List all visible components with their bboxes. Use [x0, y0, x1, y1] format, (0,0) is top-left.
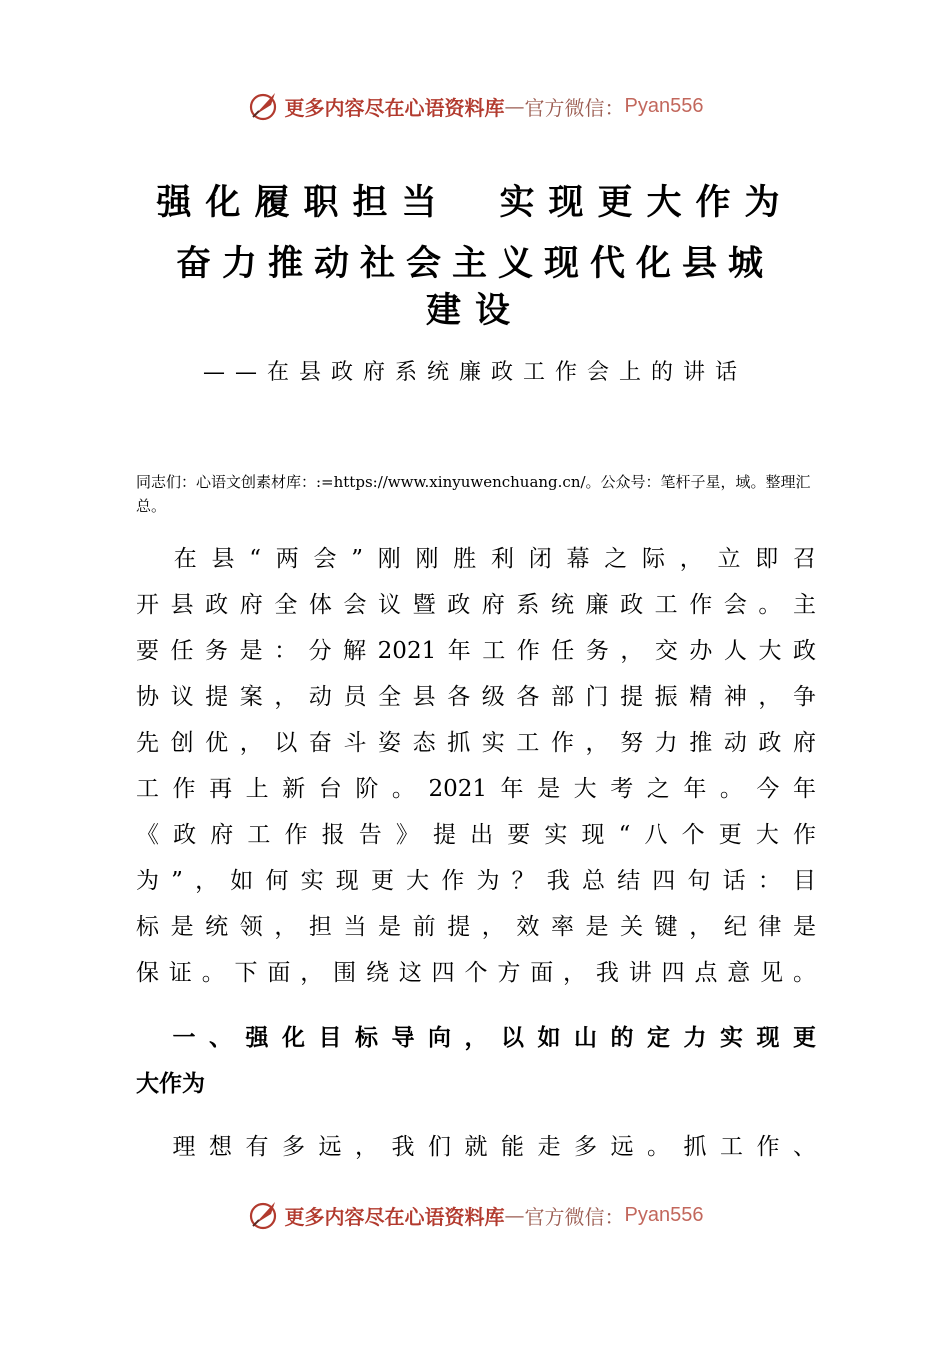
paragraph-line: 《政府工作报告》提出要实现“八个更大作: [136, 822, 816, 848]
quill-logo-icon: [247, 1198, 281, 1232]
paragraph-line: 工作再上新台阶。2021年是大考之年。今年: [136, 776, 816, 802]
banner-wechat-id: Pyan556: [624, 94, 704, 117]
paragraph-line: 在县“两会”刚刚胜利闭幕之际，立即召: [136, 546, 816, 572]
paragraph-line: 为”，如何实现更大作为？我总结四句话：目: [136, 868, 816, 894]
banner-wechat-label: 官方微信：: [524, 1204, 625, 1229]
subtitle: ——在县政府系统廉政工作会上的讲话: [202, 360, 747, 385]
banner-wechat-label: 官方微信：: [524, 95, 625, 120]
paragraph-line: 理想有多远，我们就能走多远。抓工作、: [136, 1134, 816, 1160]
header-banner: [0, 84, 950, 128]
paragraph-line: 协议提案，动员全县各级各部门提振精神，争: [136, 684, 816, 710]
body-paragraph-2: [136, 1124, 816, 1170]
title-line-2: 奋力推动社会主义现代化县城: [175, 244, 774, 284]
title-line-1: 强化履职担当 实现更大作为: [156, 183, 794, 223]
heading-line: 大作为: [136, 1071, 205, 1097]
heading-line: 一、强化目标导向，以如山的定力实现更: [136, 1025, 816, 1051]
banner-main-text: 更多内容尽在心语资料库: [284, 95, 505, 120]
banner-wechat-id: Pyan556: [624, 1203, 704, 1226]
source-note: 同志们：心语文创素材库：:=https://www.xinyuwenchuang.cn/。公众号：笔杆子星，域。整理汇总。: [136, 473, 811, 515]
banner-main-text: 更多内容尽在心语资料库: [284, 1204, 505, 1229]
title-line-3: 建设: [425, 291, 524, 331]
banner-dash: —: [504, 94, 525, 118]
footer-banner: [0, 1193, 950, 1237]
body-paragraph-1: [136, 536, 816, 996]
quill-logo-icon: [247, 89, 281, 123]
paragraph-line: 先创优，以奋斗姿态抓实工作，努力推动政府: [136, 730, 816, 756]
paragraph-line: 开县政府全体会议暨政府系统廉政工作会。主: [136, 592, 816, 618]
banner-dash: —: [504, 1203, 525, 1227]
paragraph-line: 标是统领，担当是前提，效率是关键，纪律是: [136, 914, 816, 940]
section-heading-1: [136, 1015, 816, 1107]
paragraph-line: 保证。下面，围绕这四个方面，我讲四点意见。: [136, 960, 816, 986]
paragraph-line: 要任务是：分解2021年工作任务，交办人大政: [136, 638, 816, 664]
